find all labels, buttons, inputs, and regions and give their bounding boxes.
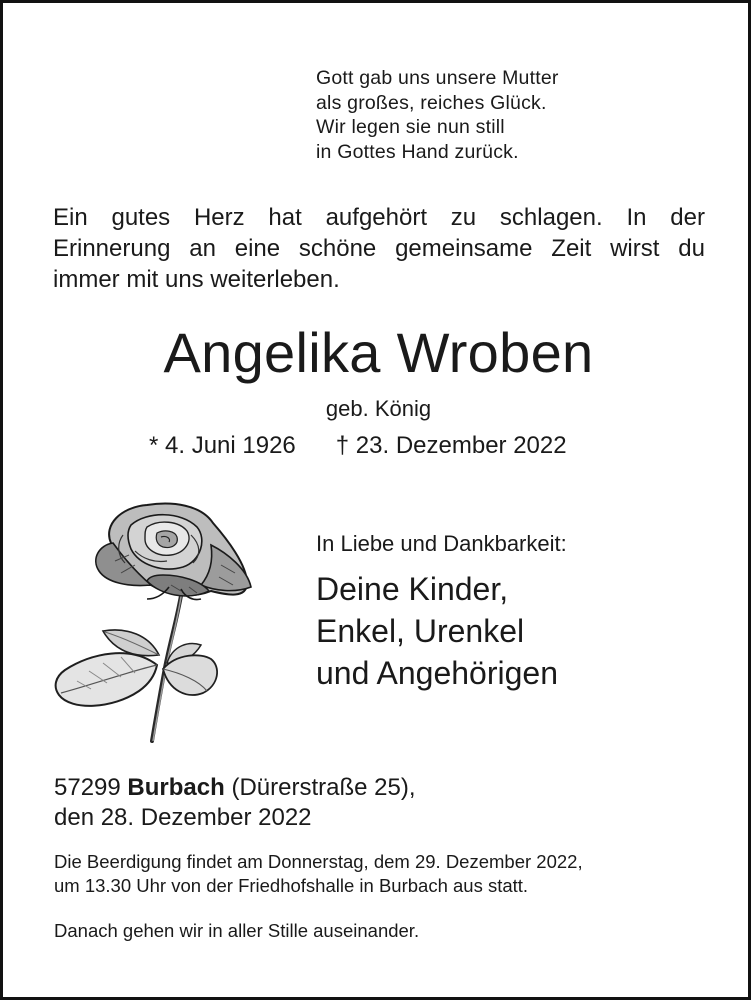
intro-text xyxy=(53,202,705,295)
mourners-line: und Angehörigen xyxy=(316,655,558,691)
deceased-name: Angelika Wroben xyxy=(163,321,594,384)
intro-word: an xyxy=(189,235,216,262)
intro-word: Erinnerung xyxy=(53,235,171,262)
intro-word: schöne xyxy=(298,235,377,262)
mourners-line: Enkel, Urenkel xyxy=(316,613,525,649)
funeral-line: Die Beerdigung findet am Donnerstag, dem 29. Dezember 2022, xyxy=(54,851,583,872)
intro-line-2 xyxy=(53,233,705,264)
intro-word: schlagen. xyxy=(499,204,603,231)
place-and-date xyxy=(54,773,416,833)
intro-line-3: immer mit uns weiterleben. xyxy=(53,266,340,293)
street-address: (Dürerstraße 25), xyxy=(231,774,416,801)
birth-name: geb. König xyxy=(325,396,432,421)
funeral-info xyxy=(54,850,583,898)
poem-line: Gott gab uns unsere Mutter xyxy=(316,67,559,89)
poem xyxy=(316,66,559,164)
intro-word: Herz xyxy=(193,204,245,231)
intro-word: wirst xyxy=(610,235,660,262)
poem-line: als großes, reiches Glück. xyxy=(316,91,547,114)
closing-note: Danach gehen wir in aller Stille auseinander. xyxy=(54,920,420,941)
intro-word: hat xyxy=(268,204,302,231)
rose-icon xyxy=(51,495,263,745)
poem-line: Wir legen sie nun still xyxy=(316,116,505,138)
mourners-heading: In Liebe und Dankbarkeit: xyxy=(316,531,567,556)
poem-line: in Gottes Hand zurück. xyxy=(316,140,519,163)
address-line xyxy=(54,773,416,803)
mourners-line: Deine Kinder, xyxy=(316,571,509,607)
intro-word: der xyxy=(670,204,705,231)
intro-word: In xyxy=(626,204,647,231)
death-date: † 23. Dezember 2022 xyxy=(335,432,567,459)
intro-word: Zeit xyxy=(551,235,592,262)
intro-word: aufgehört xyxy=(325,204,427,231)
intro-line-1 xyxy=(53,202,705,233)
town: Burbach xyxy=(127,774,225,801)
intro-word: du xyxy=(678,235,705,262)
notice-date: den 28. Dezember 2022 xyxy=(54,804,312,831)
intro-word: Ein xyxy=(53,204,88,231)
intro-word: eine xyxy=(234,235,281,262)
intro-word: gemeinsame xyxy=(395,235,533,262)
intro-word: gutes xyxy=(111,204,171,231)
life-dates xyxy=(149,431,567,461)
intro-word: zu xyxy=(450,204,477,231)
funeral-line: um 13.30 Uhr von der Friedhofshalle in Burbach aus statt. xyxy=(54,875,529,896)
birth-date: * 4. Juni 1926 xyxy=(149,432,296,459)
postcode: 57299 xyxy=(54,774,121,801)
mourners-list xyxy=(316,568,558,694)
